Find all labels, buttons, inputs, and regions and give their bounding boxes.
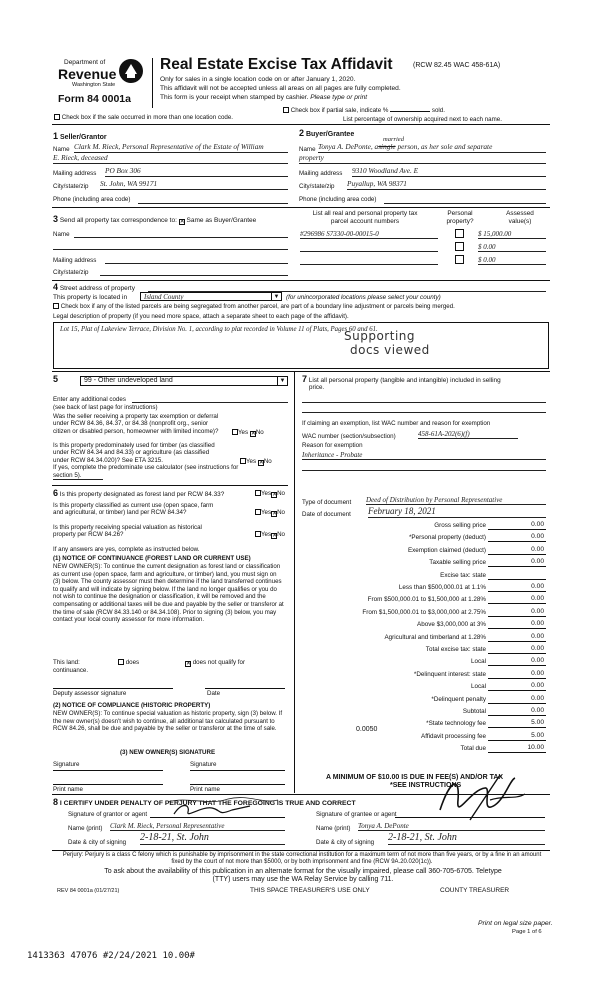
current-use-yes-no[interactable]: Yes✕ No [255, 509, 285, 517]
sec5-number: 5 [53, 374, 59, 384]
assessed-value-header: Assessed value(s) [506, 210, 534, 225]
seller-mail-label: Mailing address [53, 170, 97, 177]
segregated-checkbox[interactable] [53, 303, 59, 309]
sec3-mail-field[interactable] [105, 256, 288, 264]
header-line-2: This affidavit will not be accepted unless all areas on all pages are fully completed. [160, 85, 401, 92]
grantee-date-label: Date & city of signing [316, 839, 375, 846]
continuance-heading: (1) NOTICE OF CONTINUANCE (FOREST LAND OR CURRENT USE) [53, 555, 251, 562]
this-land-label: This land: [53, 659, 80, 666]
tax-row-value[interactable]: 0.00 [531, 545, 544, 553]
deputy-date-label: Date [207, 690, 221, 697]
historic-body: NEW OWNER(S): To continue special valuation as historic property, sign (3) below. If the new owner(s) doesn't wish to continue, all additional tax calculated pursuant to RCW 84.26, shall be due and payable by the seller or transferor at the time of sale. [53, 710, 283, 733]
perjury-notice: Perjury: Perjury is a class C felony which is punishable by imprisonment in the state correctional institution for a maximum term of not more than five years, or by a fine in an amount fixed by the court of not more than $5000, or by both imprisonment and fine (RCW 9A.20.020(1c)). [62, 852, 542, 866]
tax-row-value[interactable]: 0.00 [531, 521, 544, 528]
rev-number: REV 84 0001a (01/27/21) [57, 888, 120, 894]
dept-of-label: Department of [64, 59, 106, 66]
grantee-date-field[interactable]: 2-18-21, St. John [388, 832, 545, 845]
exemption-yes-no[interactable]: Yes ✕ No [232, 429, 264, 437]
see-back-note: (see back of last page for instructions) [53, 404, 158, 411]
parcel-number-2[interactable] [300, 243, 438, 252]
buyer-phone-label: Phone (including area code) [299, 196, 377, 203]
segregated-check[interactable]: Check box if any of the listed parcels are being segregated from another parcel, are part of a boundary line adjustment or parcels being merged. [53, 303, 455, 310]
tax-row-value[interactable]: 0.00 [531, 669, 544, 677]
owner-print-label-2: Print name [190, 786, 220, 793]
owner-print-label-1: Print name [53, 786, 83, 793]
assessed-value-2[interactable]: $ 0.00 [478, 243, 546, 252]
tax-row-value[interactable]: 5.00 [531, 719, 544, 727]
doc-date-field[interactable]: February 18, 2021 [368, 506, 546, 518]
accessibility-line-1: To ask about the availability of this publication in an alternate format for the visually impaired, please call 360-705-6705. Teletype [104, 868, 502, 875]
tax-row-label: Affidavit processing fee [421, 732, 486, 740]
accessibility-line-2: (TTY) users may use the WA Relay Service by calling 711. [212, 876, 394, 883]
exemption-question: Was the seller receiving a property tax exemption or deferral under RCW 84.36, 84.37, or 84.38 (nonprofit org., senior citizen or disabled person, homeowner with limited income)? [53, 413, 219, 435]
county-treasurer-label: COUNTY TREASURER [440, 887, 510, 894]
tax-row-label: Total due [460, 745, 486, 753]
see-instructions: *SEE INSTRUCTIONS [390, 782, 462, 789]
seller-phone-label: Phone (including area code) [53, 196, 131, 203]
buyer-heading: 2 Buyer/Grantee [299, 128, 355, 138]
rcw-reference: (RCW 82.45 WAC 458-61A) [413, 62, 501, 69]
grantor-name-field[interactable]: Clark M. Rieck, Personal Representative [110, 822, 285, 831]
buyer-name-field[interactable]: Tonya A. DePonte, asingle person, as her sole and separate [318, 143, 546, 153]
sec3-mail-label: Mailing address [53, 257, 97, 264]
reason-label: Reason for exemption [302, 442, 363, 449]
street-address-field[interactable] [148, 284, 546, 292]
tax-row-label: Gross selling price [434, 522, 486, 529]
seller-name-field[interactable]: Clark M. Rieck, Personal Representative of the Estate of William [74, 143, 288, 153]
tax-row-value[interactable]: 10.00 [527, 744, 544, 752]
seller-phone-field[interactable] [138, 196, 288, 204]
tax-row-label: Total excise tax: state [425, 646, 486, 653]
timber-yes-no[interactable]: Yes ✕ No [240, 458, 272, 466]
tax-row-value[interactable]: 0.00 [531, 533, 544, 541]
owner-sig-label-1: Signature [53, 761, 80, 768]
land-use-select[interactable]: 99 - Other undeveloped land ▼ [80, 376, 288, 386]
assessed-value-3[interactable]: $ 0.00 [478, 256, 546, 265]
buyer-name-label: Name [299, 146, 316, 153]
personal-property-checkbox-1[interactable] [455, 229, 464, 238]
tax-row-label: Excise tax: state [440, 571, 486, 579]
tax-row-value[interactable]: 0.00 [531, 620, 544, 628]
form-title: Real Estate Excise Tax Affidavit [160, 56, 393, 73]
grantee-sig-label: Signature of grantee or agent [316, 811, 397, 818]
assessed-value-1[interactable]: $ 15,000.00 [478, 230, 546, 239]
partial-sale-check[interactable]: Check box if partial sale, indicate % sold. [283, 107, 445, 114]
seller-heading: 1 Seller/Grantor [53, 131, 107, 141]
county-note: (for unincorporated locations please select your county) [286, 294, 441, 301]
tax-row-label: Local [470, 658, 486, 666]
revenue-label: Revenue [58, 66, 117, 82]
tax-row-label: *Personal property (deduct) [408, 534, 486, 542]
grantee-name-field[interactable]: Tonya A. DePonte [358, 822, 545, 831]
any-yes-note: If any answers are yes, complete as instructed below. [53, 546, 200, 553]
wac-label: WAC number (section/subsection) [302, 433, 396, 440]
personal-property-list-label: 7 List all personal property (tangible and intangible) included in selling [302, 374, 501, 384]
buyer-mail-field[interactable]: 9310 Woodland Ave. E [352, 167, 546, 177]
legal-desc-label: Legal description of property (if you need more space, attach a separate sheet to each page of the affidavit). [53, 313, 349, 320]
street-address-row: 4 Street address of property [53, 282, 135, 292]
local-rate: 0.0050 [356, 726, 378, 733]
tax-row-value[interactable]: 0.00 [531, 645, 544, 652]
new-owner-heading: (3) NEW OWNER(S) SIGNATURE [120, 749, 216, 756]
tax-row-value[interactable]: 0.00 [531, 707, 544, 714]
add-codes-field[interactable] [132, 396, 288, 403]
buyer-phone-field[interactable] [384, 196, 546, 204]
wac-field[interactable]: 458-61A-202(6)(f) [418, 430, 518, 439]
tax-row-value[interactable]: 0.00 [531, 607, 544, 615]
agent-signature-image [430, 770, 530, 830]
tax-row-label: Exemption claimed (deduct) [407, 546, 486, 554]
minimum-due-note: A MINIMUM OF $10.00 IS DUE IN FEE(S) AND/OR TAX [326, 774, 504, 781]
legal-size-note: Print on legal size paper. [478, 920, 553, 927]
does-not-option[interactable]: ✕ does not qualify for [185, 659, 245, 667]
recording-stamp: 1413363 47076 #2/24/2021 10.00# [27, 951, 195, 961]
located-label: This property is located in [53, 294, 128, 301]
exemption-label: If claiming an exemption, list WAC number and reason for exemption [302, 420, 491, 427]
seller-name-label: Name [53, 146, 70, 153]
tax-row-label: *Delinquent penalty [431, 695, 486, 703]
page-number: Page 1 of 6 [512, 929, 542, 935]
reason-field[interactable]: Inheritance - Probate [302, 451, 546, 460]
tax-row-value[interactable]: 0.00 [531, 595, 544, 603]
tax-row-label: From $500,000.01 to $1,500,000 at 1.28% [367, 596, 486, 604]
seller-name-field-2[interactable]: E. Rieck, deceased [53, 154, 288, 164]
sec3-name-field[interactable] [74, 230, 288, 238]
grantor-signature-image [172, 800, 252, 820]
header-line-3: This form is your receipt when stamped by cashier. Please type or print [160, 94, 368, 101]
personal-property-field-2[interactable] [302, 406, 546, 413]
forest-yes-no[interactable]: Yes✕ No [255, 490, 285, 498]
tax-row-label: Agricultural and timberland at 1.28% [384, 633, 486, 641]
buyer-city-label: City/state/zip [299, 183, 335, 190]
seller-city-label: City/state/zip [53, 183, 89, 190]
certify-line: 8 I CERTIFY UNDER PENALTY OF PERJURY THAT THE FOREGOING IS TRUE AND CORRECT [53, 797, 356, 807]
supporting-docs-annotation: Supporting docs viewed [344, 329, 430, 358]
parcel-number-3[interactable] [300, 256, 438, 265]
correspondence-row: 3 Send all property tax correspondence to: ✕ Same as Buyer/Grantee [53, 214, 256, 225]
tax-row-label: Less than $500,000.01 at 1.1% [398, 584, 486, 591]
tax-row-label: *State technology fee [426, 720, 486, 728]
tax-row-label: Taxable selling price [429, 559, 486, 567]
buyer-correction: married [383, 136, 404, 143]
historic-heading: (2) NOTICE OF COMPLIANCE (HISTORIC PROPERTY) [53, 702, 211, 709]
continuance-label: continuance. [53, 667, 89, 674]
doc-type-label: Type of document [302, 499, 352, 506]
price-label: price. [309, 384, 325, 391]
tax-row-label: Subtotal [462, 708, 486, 715]
chevron-down-icon: ▼ [271, 293, 281, 301]
grantor-date-label: Date & city of signing [68, 839, 127, 846]
seller-mail-field[interactable]: PO Box 306 [105, 167, 288, 177]
seller-city-field[interactable]: St. John, WA 99171 [100, 180, 288, 190]
tax-row-label: Above $3,000,000 at 3% [417, 621, 486, 629]
deputy-sig-label: Deputy assessor signature [53, 690, 127, 697]
buyer-name-field-2[interactable]: property [299, 154, 546, 164]
personal-property-checkbox-2[interactable] [455, 242, 464, 251]
historic-yes-no[interactable]: Yes✕ No [255, 531, 285, 539]
sec3-city-label: City/state/zip [53, 269, 89, 276]
continuance-body: NEW OWNER(S): To continue the current designation as forest land or classification as current use (open space, farm and agriculture, or timber) land, you must sign on (3) below. The county assessor must then determine if the land transferred continues to qualify and will indicate by signing below. If the land no longer qualifies or you do not wish to continue the designation or classification, it will be removed and the compensating or additional taxes will be due and payable by the seller or transferor at the time of sale (RCW 84.33.140 or 84.34.108). Prior to signing (3) below, you may contact your local county assessor for more information. [53, 563, 284, 624]
tax-row-label: From $1,500,000.01 to $3,000,000 at 2.75% [362, 608, 486, 616]
doc-date-label: Date of document [302, 511, 351, 518]
grantor-name-label: Name (print) [68, 825, 103, 832]
parcel-header: List all real and personal property tax parcel account numbers [312, 210, 418, 225]
current-use-question: Is this property classified as current use (open space, farm and agricultural, or timber) land per RCW 84.34? [53, 502, 214, 517]
tax-row-label: *Delinquent interest: state [413, 670, 486, 678]
partial-sale-checkbox[interactable] [283, 107, 289, 113]
forest-question: 6 Is this property designated as forest land per RCW 84.33? [53, 488, 225, 498]
buyer-mail-label: Mailing address [299, 170, 343, 177]
sec3-name-field-2[interactable] [53, 242, 288, 250]
county-select[interactable]: Island County ▼ [140, 292, 282, 301]
grantee-name-label: Name (print) [316, 825, 351, 832]
treasurer-use-label: THIS SPACE TREASURER'S USE ONLY [250, 887, 370, 894]
legal-description-box[interactable]: Lot 15, Plat of Lakeview Terrace, Division No. 1, according to plat recorded in Volume 11 of Plats, Pages 60 and 61. Supporting docs viewed [53, 322, 549, 369]
reason-field-2[interactable] [302, 464, 546, 471]
grantor-sig-label: Signature of grantor or agent [68, 811, 148, 818]
buyer-city-field[interactable]: Puyallup, WA 98371 [347, 180, 546, 190]
parcel-number-1[interactable]: #296986 S7330-00-00015-0 [300, 230, 438, 239]
tax-row-value[interactable]: 5.00 [531, 731, 544, 739]
sec3-name-label: Name [53, 231, 70, 238]
timber-question: Is this property predominately used for timber (as classified under RCW 84.34 and 84.33) or agriculture (as classified under RCW 84.34.020)? See ETA 3215. If yes, complete the predominate use calculator (see instructions for section 5). [53, 442, 239, 479]
personal-property-checkbox-3[interactable] [455, 255, 464, 264]
tax-row-value[interactable]: 0.00 [531, 632, 544, 640]
tax-row-value[interactable]: 0.00 [531, 583, 544, 590]
does-option[interactable]: does [118, 659, 139, 666]
doc-type-field[interactable]: Deed of Distribution by Personal Representative [366, 496, 546, 505]
sec3-city-field[interactable] [100, 268, 288, 276]
grantor-date-field[interactable]: 2-18-21, St. John [140, 832, 285, 845]
tax-row-value[interactable]: 0.00 [531, 558, 544, 566]
personal-property-field-1[interactable] [302, 396, 546, 403]
chevron-down-icon: ▼ [277, 377, 287, 386]
dor-logo-icon [118, 58, 144, 84]
ownership-note: List percentage of ownership acquired next to each name. [343, 116, 502, 123]
tax-row-value[interactable]: 0.00 [531, 657, 544, 665]
add-codes-label: Enter any additional codes [53, 396, 126, 403]
historic-question: Is this property receiving special valuation as historical property per RCW 84.26? [53, 524, 202, 539]
owner-sig-label-2: Signature [190, 761, 217, 768]
tax-row-label: Local [470, 683, 486, 691]
same-as-buyer-checkbox[interactable] [179, 219, 185, 225]
tax-row-value[interactable]: 0.00 [531, 694, 544, 702]
multi-location-checkbox[interactable] [54, 114, 60, 120]
header-line-1: Only for sales in a single location code on or after January 1, 2020. [160, 76, 356, 83]
tax-row-value[interactable]: 0.00 [531, 682, 544, 690]
state-label: Washington State [72, 82, 116, 88]
form-number: Form 84 0001a [58, 93, 131, 105]
personal-property-header: Personal property? [446, 210, 474, 225]
multi-location-check[interactable]: Check box if the sale occurred in more than one location code. [54, 114, 233, 121]
